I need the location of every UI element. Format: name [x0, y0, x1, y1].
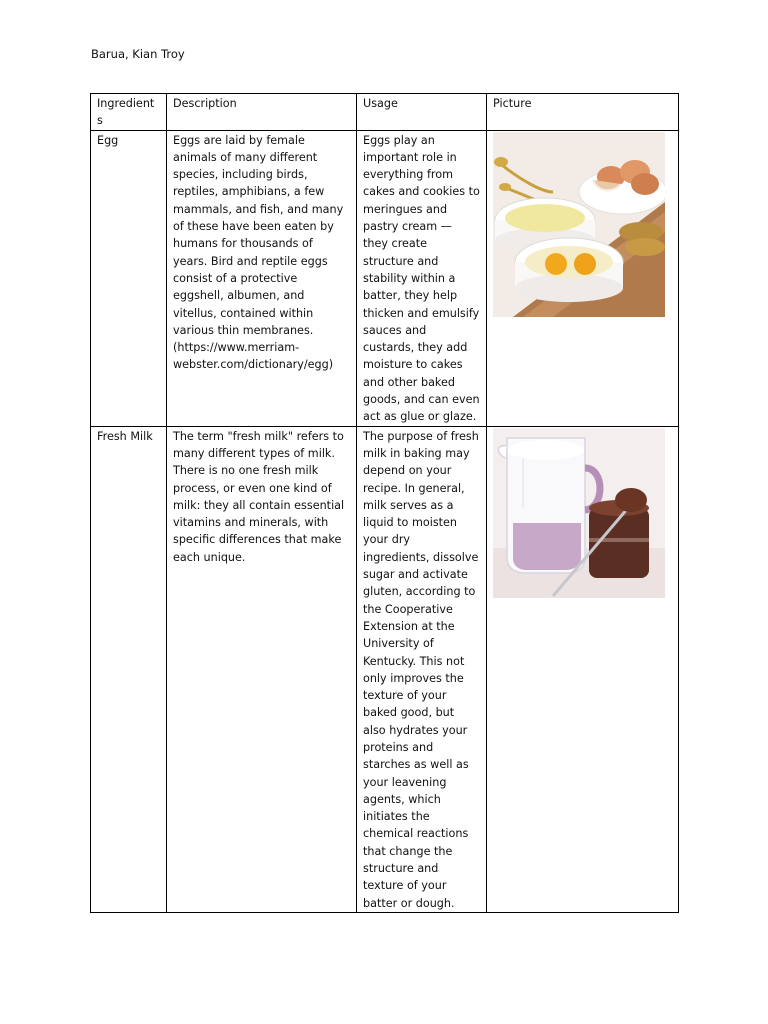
- ingredient-name: Egg: [91, 130, 167, 426]
- ingredients-table: [90, 93, 679, 913]
- ingredient-description: The term "fresh milk" refers to many different types of milk. There is no one fresh milk process, or even one kind of milk: they all contain essential vitamins and minerals, with specific differences that make each unique.: [167, 426, 357, 912]
- header-picture: Picture: [487, 94, 679, 131]
- table-row: [91, 130, 679, 426]
- table-row: [91, 426, 679, 912]
- ingredient-usage: Eggs play an important role in everything from cakes and cookies to meringues and pastry cream — they create structure and stability within a batter, they help thicken and emulsify sauces and custards, they add moisture to cakes and other baked goods, and can even act as glue or glaze.: [357, 130, 487, 426]
- egg-photo: [493, 132, 665, 317]
- picture-cell: [487, 426, 679, 912]
- header-row: [91, 94, 679, 131]
- picture-cell: [487, 130, 679, 426]
- ingredient-description: Eggs are laid by female animals of many different species, including birds, reptiles, amphibians, a few mammals, and fish, and many of these have been eaten by humans for thousands of years. Bird and reptile eggs consist of a protective eggshell, albumen, and vitellus, contained within various thin membranes. (https://www.merriam-webster.com/dictionary/egg): [167, 130, 357, 426]
- milk-photo: [493, 428, 665, 598]
- ingredient-name: Fresh Milk: [91, 426, 167, 912]
- header-description: Description: [167, 94, 357, 131]
- ingredient-usage: The purpose of fresh milk in baking may depend on your recipe. In general, milk serves as a liquid to moisten your dry ingredients, dissolve sugar and activate gluten, according to the Cooperative Extension at the University of Kentucky. This not only improves the texture of your baked good, but also hydrates your proteins and starches as well as your leavening agents, which initiates the chemical reactions that change the structure and texture of your batter or dough.: [357, 426, 487, 912]
- header-ingredients: Ingredients: [91, 94, 167, 131]
- author-name: Barua, Kian Troy: [91, 47, 185, 61]
- header-usage: Usage: [357, 94, 487, 131]
